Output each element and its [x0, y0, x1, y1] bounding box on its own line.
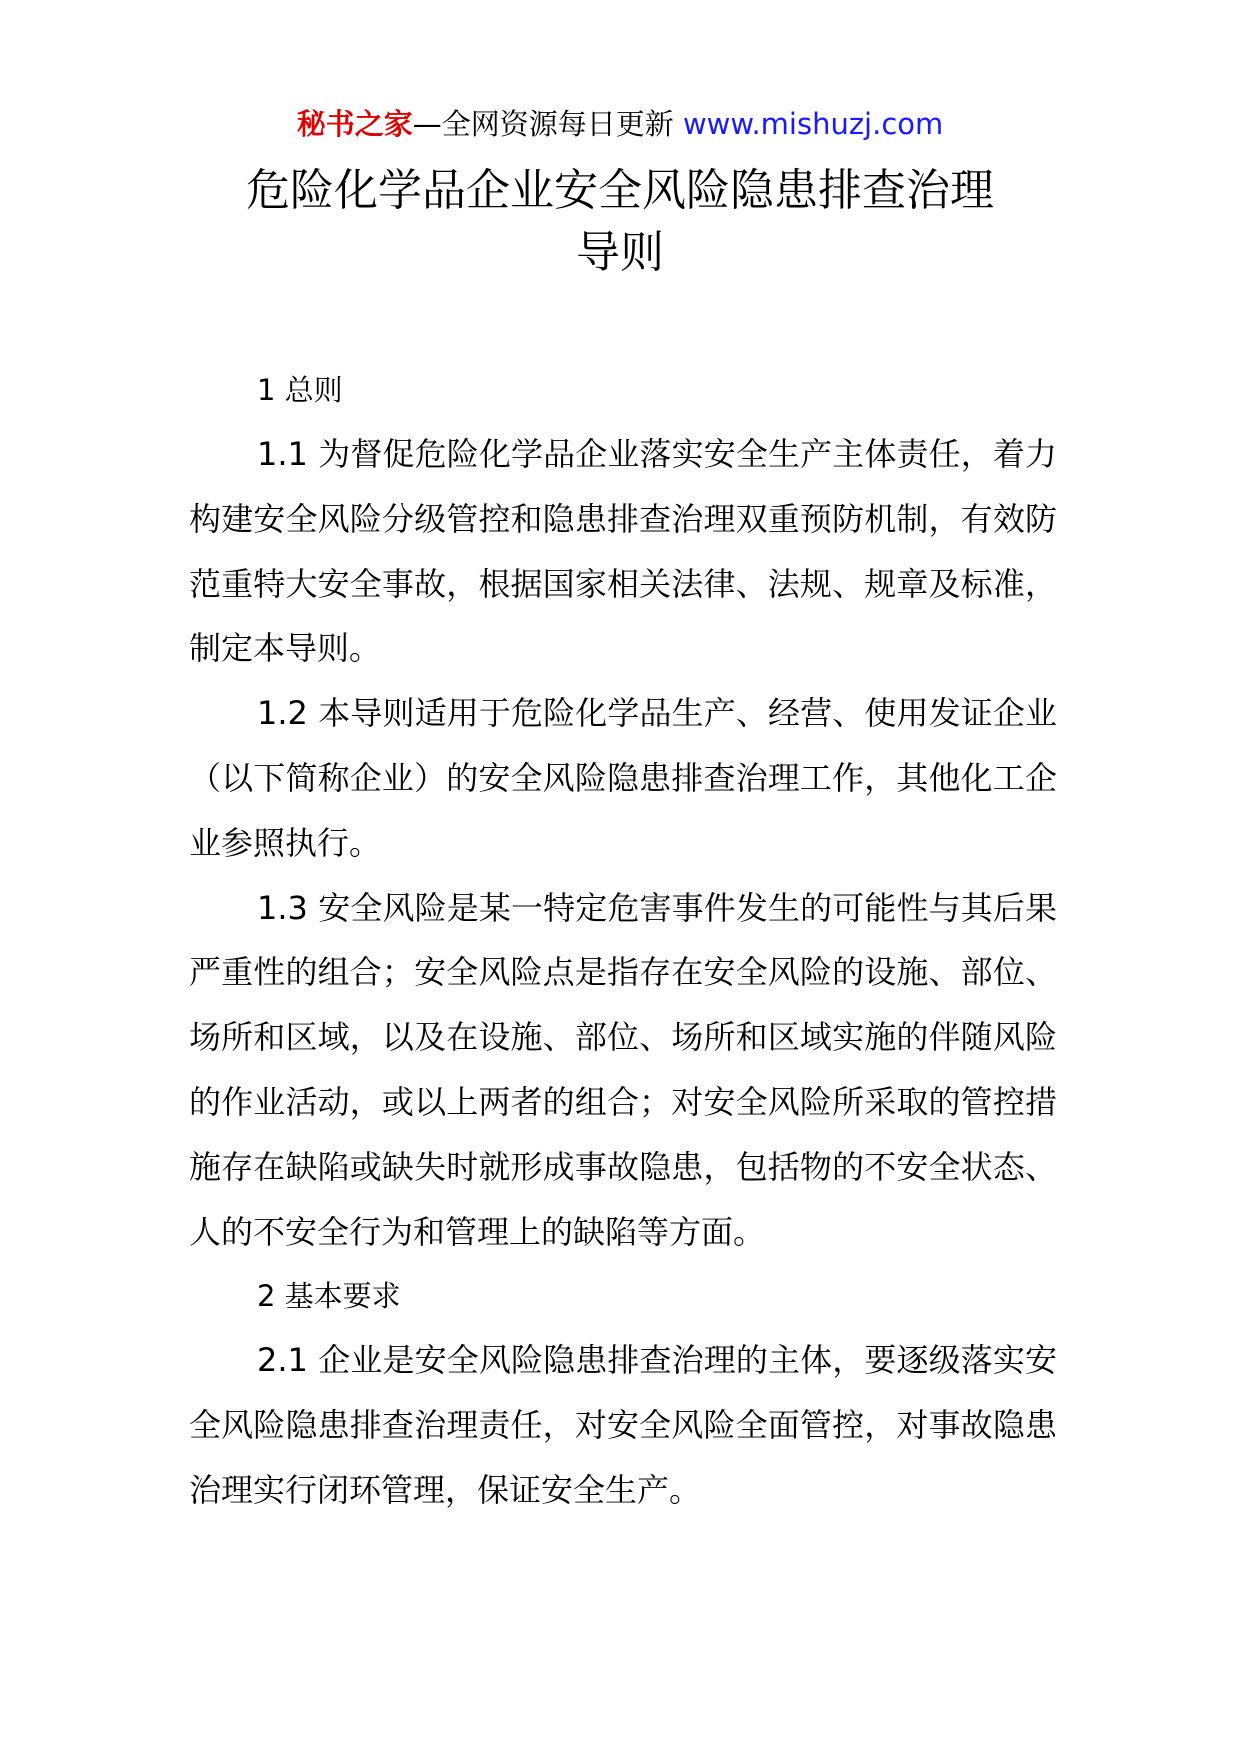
document-title [140, 160, 1100, 284]
paragraph-1-1: 1.1 为督促危险化学品企业落实安全生产主体责任，着力构建安全风险分级管控和隐患排查治理双重预防机制，有效防范重特大安全事故，根据国家相关法律、法规、规章及标准，制定本导则。 [189, 435, 1057, 668]
title-line-1: 危险化学品企业安全风险隐患排查治理 [246, 165, 994, 216]
paragraph-1-2: 1.2 本导则适用于危险化学品生产、经营、使用发证企业（以下简称企业）的安全风险隐患排查治理工作，其他化工企业参照执行。 [189, 694, 1057, 862]
document-body [189, 358, 1057, 1523]
section-heading-basic-requirements: 2 基本要求 [257, 1279, 401, 1314]
section-heading-general: 1 总则 [257, 373, 343, 407]
paragraph-1-3: 1.3 安全风险是某一特定危害事件发生的可能性与其后果严重性的组合；安全风险点是指存在安全风险的设施、部位、场所和区域，以及在设施、部位、场所和区域实施的伴随风险的作业活动，或以上两者的组合；对安全风险所采取的管控措施存在缺陷或缺失时就形成事故隐患，包括物的不安全状态、人的不安全行为和管理上的缺陷等方面。 [189, 888, 1057, 1251]
header-tagline: —全网资源每日更新 [412, 107, 674, 141]
paragraph-2-1: 2.1 企业是安全风险隐患排查治理的主体，要逐级落实安全风险隐患排查治理责任，对安全风险全面管控，对事故隐患治理实行闭环管理，保证安全生产。 [189, 1341, 1057, 1509]
brand-name: 秘书之家 [296, 107, 413, 141]
watermark-header [0, 100, 1240, 148]
title-line-2: 导则 [576, 227, 664, 278]
site-url: www.mishuzj.com [682, 107, 944, 141]
